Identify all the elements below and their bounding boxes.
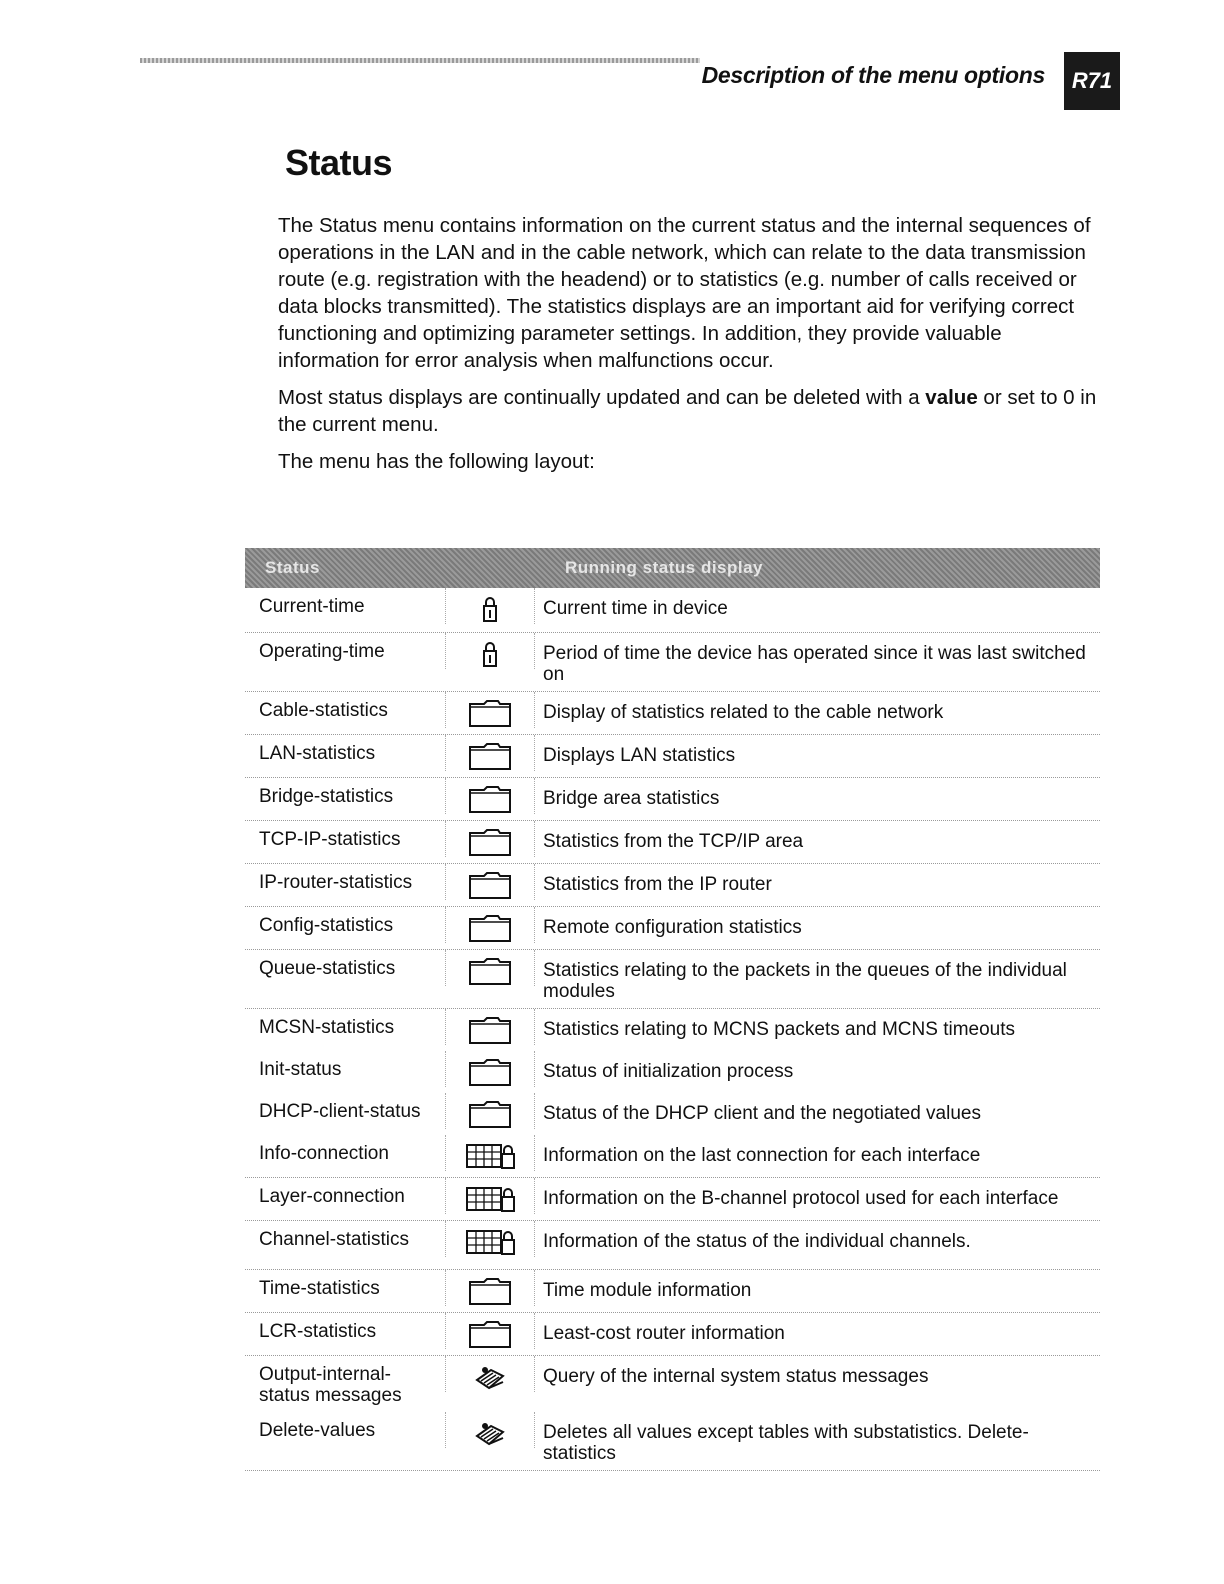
menu-option-description: Displays LAN statistics bbox=[543, 745, 736, 766]
menu-option-name: LCR-statistics bbox=[259, 1321, 377, 1342]
table-row bbox=[245, 1221, 1100, 1270]
table-row bbox=[245, 778, 1100, 821]
page-title: Status bbox=[285, 142, 393, 183]
menu-option-name: DHCP-client-status bbox=[259, 1101, 421, 1122]
lock-icon bbox=[480, 639, 500, 669]
folder-icon bbox=[445, 950, 535, 986]
table-row bbox=[245, 1051, 1100, 1093]
menu-option-name: Cable-statistics bbox=[259, 700, 388, 721]
table-row bbox=[245, 1009, 1100, 1051]
folder-icon bbox=[445, 907, 535, 943]
menu-option-description: Current time in device bbox=[543, 598, 728, 619]
folder-icon bbox=[468, 1015, 512, 1045]
menu-option-name: MCSN-statistics bbox=[259, 1017, 395, 1038]
menu-option-name: Layer-connection bbox=[259, 1186, 405, 1207]
lock-icon bbox=[445, 588, 535, 624]
menu-rows bbox=[245, 588, 1100, 1471]
folder-icon bbox=[445, 1093, 535, 1129]
section-title: Description of the menu options bbox=[701, 62, 1045, 88]
table-row bbox=[245, 1356, 1100, 1412]
table-row bbox=[245, 1270, 1100, 1313]
folder-icon bbox=[468, 698, 512, 728]
menu-option-description: Period of time the device has operated since it was last switched on bbox=[543, 643, 1086, 685]
menu-option-name: Queue-statistics bbox=[259, 958, 396, 979]
menu-option-description: Statistics from the TCP/IP area bbox=[543, 831, 804, 852]
menu-option-description: Query of the internal system status messages bbox=[543, 1366, 929, 1387]
locked-table-icon bbox=[465, 1184, 515, 1214]
table-row bbox=[245, 588, 1100, 633]
update-text-part: Most status displays are continually updated and can be deleted with a bbox=[278, 386, 926, 409]
menu-option-description: Remote configuration statistics bbox=[543, 917, 802, 938]
menu-header-name: Status bbox=[265, 558, 320, 577]
menu-option-description: Status of initialization process bbox=[543, 1061, 794, 1082]
layout-paragraph: The menu has the following layout: bbox=[278, 450, 595, 473]
menu-option-description: Bridge area statistics bbox=[543, 788, 720, 809]
table-row bbox=[245, 1178, 1100, 1221]
locked-table-icon bbox=[445, 1135, 535, 1171]
menu-option-description: Statistics from the IP router bbox=[543, 874, 772, 895]
action-icon bbox=[473, 1362, 507, 1392]
menu-option-description: Status of the DHCP client and the negotiated values bbox=[543, 1103, 981, 1124]
menu-option-name: Bridge-statistics bbox=[259, 786, 394, 807]
folder-icon bbox=[468, 913, 512, 943]
table-row bbox=[245, 1412, 1100, 1471]
table-row bbox=[245, 1093, 1100, 1135]
menu-option-description: Information of the status of the individual channels. bbox=[543, 1231, 971, 1252]
table-row bbox=[245, 692, 1100, 735]
intro-paragraph: The Status menu contains information on the current status and the internal sequences of operations in the LAN and in the cable network, which can relate to the data transmission route (e.g. registration with the headend) or to statistics (e.g. number of calls received or data blocks transmitted). The statistics displays are an important aid for verifying correct functioning and optimizing parameter settings. In addition, they provide valuable information for error analysis when malfunctions occur. bbox=[278, 214, 1091, 372]
table-row bbox=[245, 735, 1100, 778]
folder-icon bbox=[445, 1313, 535, 1349]
menu-header-desc: Running status display bbox=[565, 558, 764, 577]
folder-icon bbox=[445, 692, 535, 728]
table-row bbox=[245, 633, 1100, 692]
menu-option-description: Statistics relating to MCNS packets and MCNS timeouts bbox=[543, 1019, 1016, 1040]
folder-icon bbox=[468, 870, 512, 900]
folder-icon bbox=[445, 864, 535, 900]
folder-icon bbox=[468, 741, 512, 771]
folder-icon bbox=[468, 956, 512, 986]
folder-icon bbox=[468, 1319, 512, 1349]
update-paragraph bbox=[278, 384, 1108, 438]
table-row bbox=[245, 950, 1100, 1009]
menu-option-description: Least-cost router information bbox=[543, 1323, 785, 1344]
menu-option-name: Init-status bbox=[259, 1059, 342, 1080]
table-row bbox=[245, 1135, 1100, 1178]
menu-option-name: Output-internal-status messages bbox=[259, 1364, 402, 1406]
menu-option-name: Channel-statistics bbox=[259, 1229, 409, 1250]
value-keyword: value bbox=[925, 386, 978, 409]
menu-option-description: Deletes all values except tables with substatistics. Delete-statistics bbox=[543, 1422, 1029, 1464]
lock-icon bbox=[480, 594, 500, 624]
menu-option-description: Information on the B-channel protocol used for each interface bbox=[543, 1188, 1059, 1209]
folder-icon bbox=[445, 1270, 535, 1306]
folder-icon bbox=[445, 778, 535, 814]
menu-option-description: Information on the last connection for each interface bbox=[543, 1145, 981, 1166]
folder-icon bbox=[445, 821, 535, 857]
table-row bbox=[245, 1313, 1100, 1356]
update-text-part: or set to 0 in the current menu. bbox=[278, 386, 1097, 436]
menu-option-name: Time-statistics bbox=[259, 1278, 380, 1299]
folder-icon bbox=[468, 1057, 512, 1087]
action-icon bbox=[473, 1418, 507, 1448]
folder-icon bbox=[468, 1276, 512, 1306]
table-row bbox=[245, 907, 1100, 950]
menu-option-name: LAN-statistics bbox=[259, 743, 376, 764]
table-row bbox=[245, 864, 1100, 907]
menu-option-name: Delete-values bbox=[259, 1420, 376, 1441]
menu-table bbox=[245, 548, 1100, 1471]
menu-option-name: Current-time bbox=[259, 596, 365, 617]
menu-option-name: Config-statistics bbox=[259, 915, 394, 936]
locked-table-icon bbox=[445, 1178, 535, 1214]
table-row bbox=[245, 821, 1100, 864]
action-icon bbox=[445, 1412, 535, 1448]
folder-icon bbox=[468, 784, 512, 814]
menu-option-description: Statistics relating to the packets in the queues of the individual modules bbox=[543, 960, 1067, 1002]
header-rule bbox=[140, 58, 700, 63]
intro-text bbox=[278, 212, 1108, 485]
locked-table-icon bbox=[465, 1141, 515, 1171]
folder-icon bbox=[468, 1099, 512, 1129]
menu-option-name: Operating-time bbox=[259, 641, 385, 662]
menu-option-name: Info-connection bbox=[259, 1143, 389, 1164]
lock-icon bbox=[445, 633, 535, 669]
folder-icon bbox=[445, 1051, 535, 1087]
folder-icon bbox=[468, 827, 512, 857]
locked-table-icon bbox=[445, 1221, 535, 1257]
menu-option-description: Display of statistics related to the cable network bbox=[543, 702, 944, 723]
action-icon bbox=[445, 1356, 535, 1392]
menu-option-name: TCP-IP-statistics bbox=[259, 829, 401, 850]
locked-table-icon bbox=[465, 1227, 515, 1257]
folder-icon bbox=[445, 1009, 535, 1045]
page-number-tab: R71 bbox=[1064, 52, 1120, 110]
menu-option-name: IP-router-statistics bbox=[259, 872, 413, 893]
menu-table-header bbox=[245, 548, 1100, 588]
running-header bbox=[140, 52, 1120, 110]
menu-option-description: Time module information bbox=[543, 1280, 752, 1301]
folder-icon bbox=[445, 735, 535, 771]
